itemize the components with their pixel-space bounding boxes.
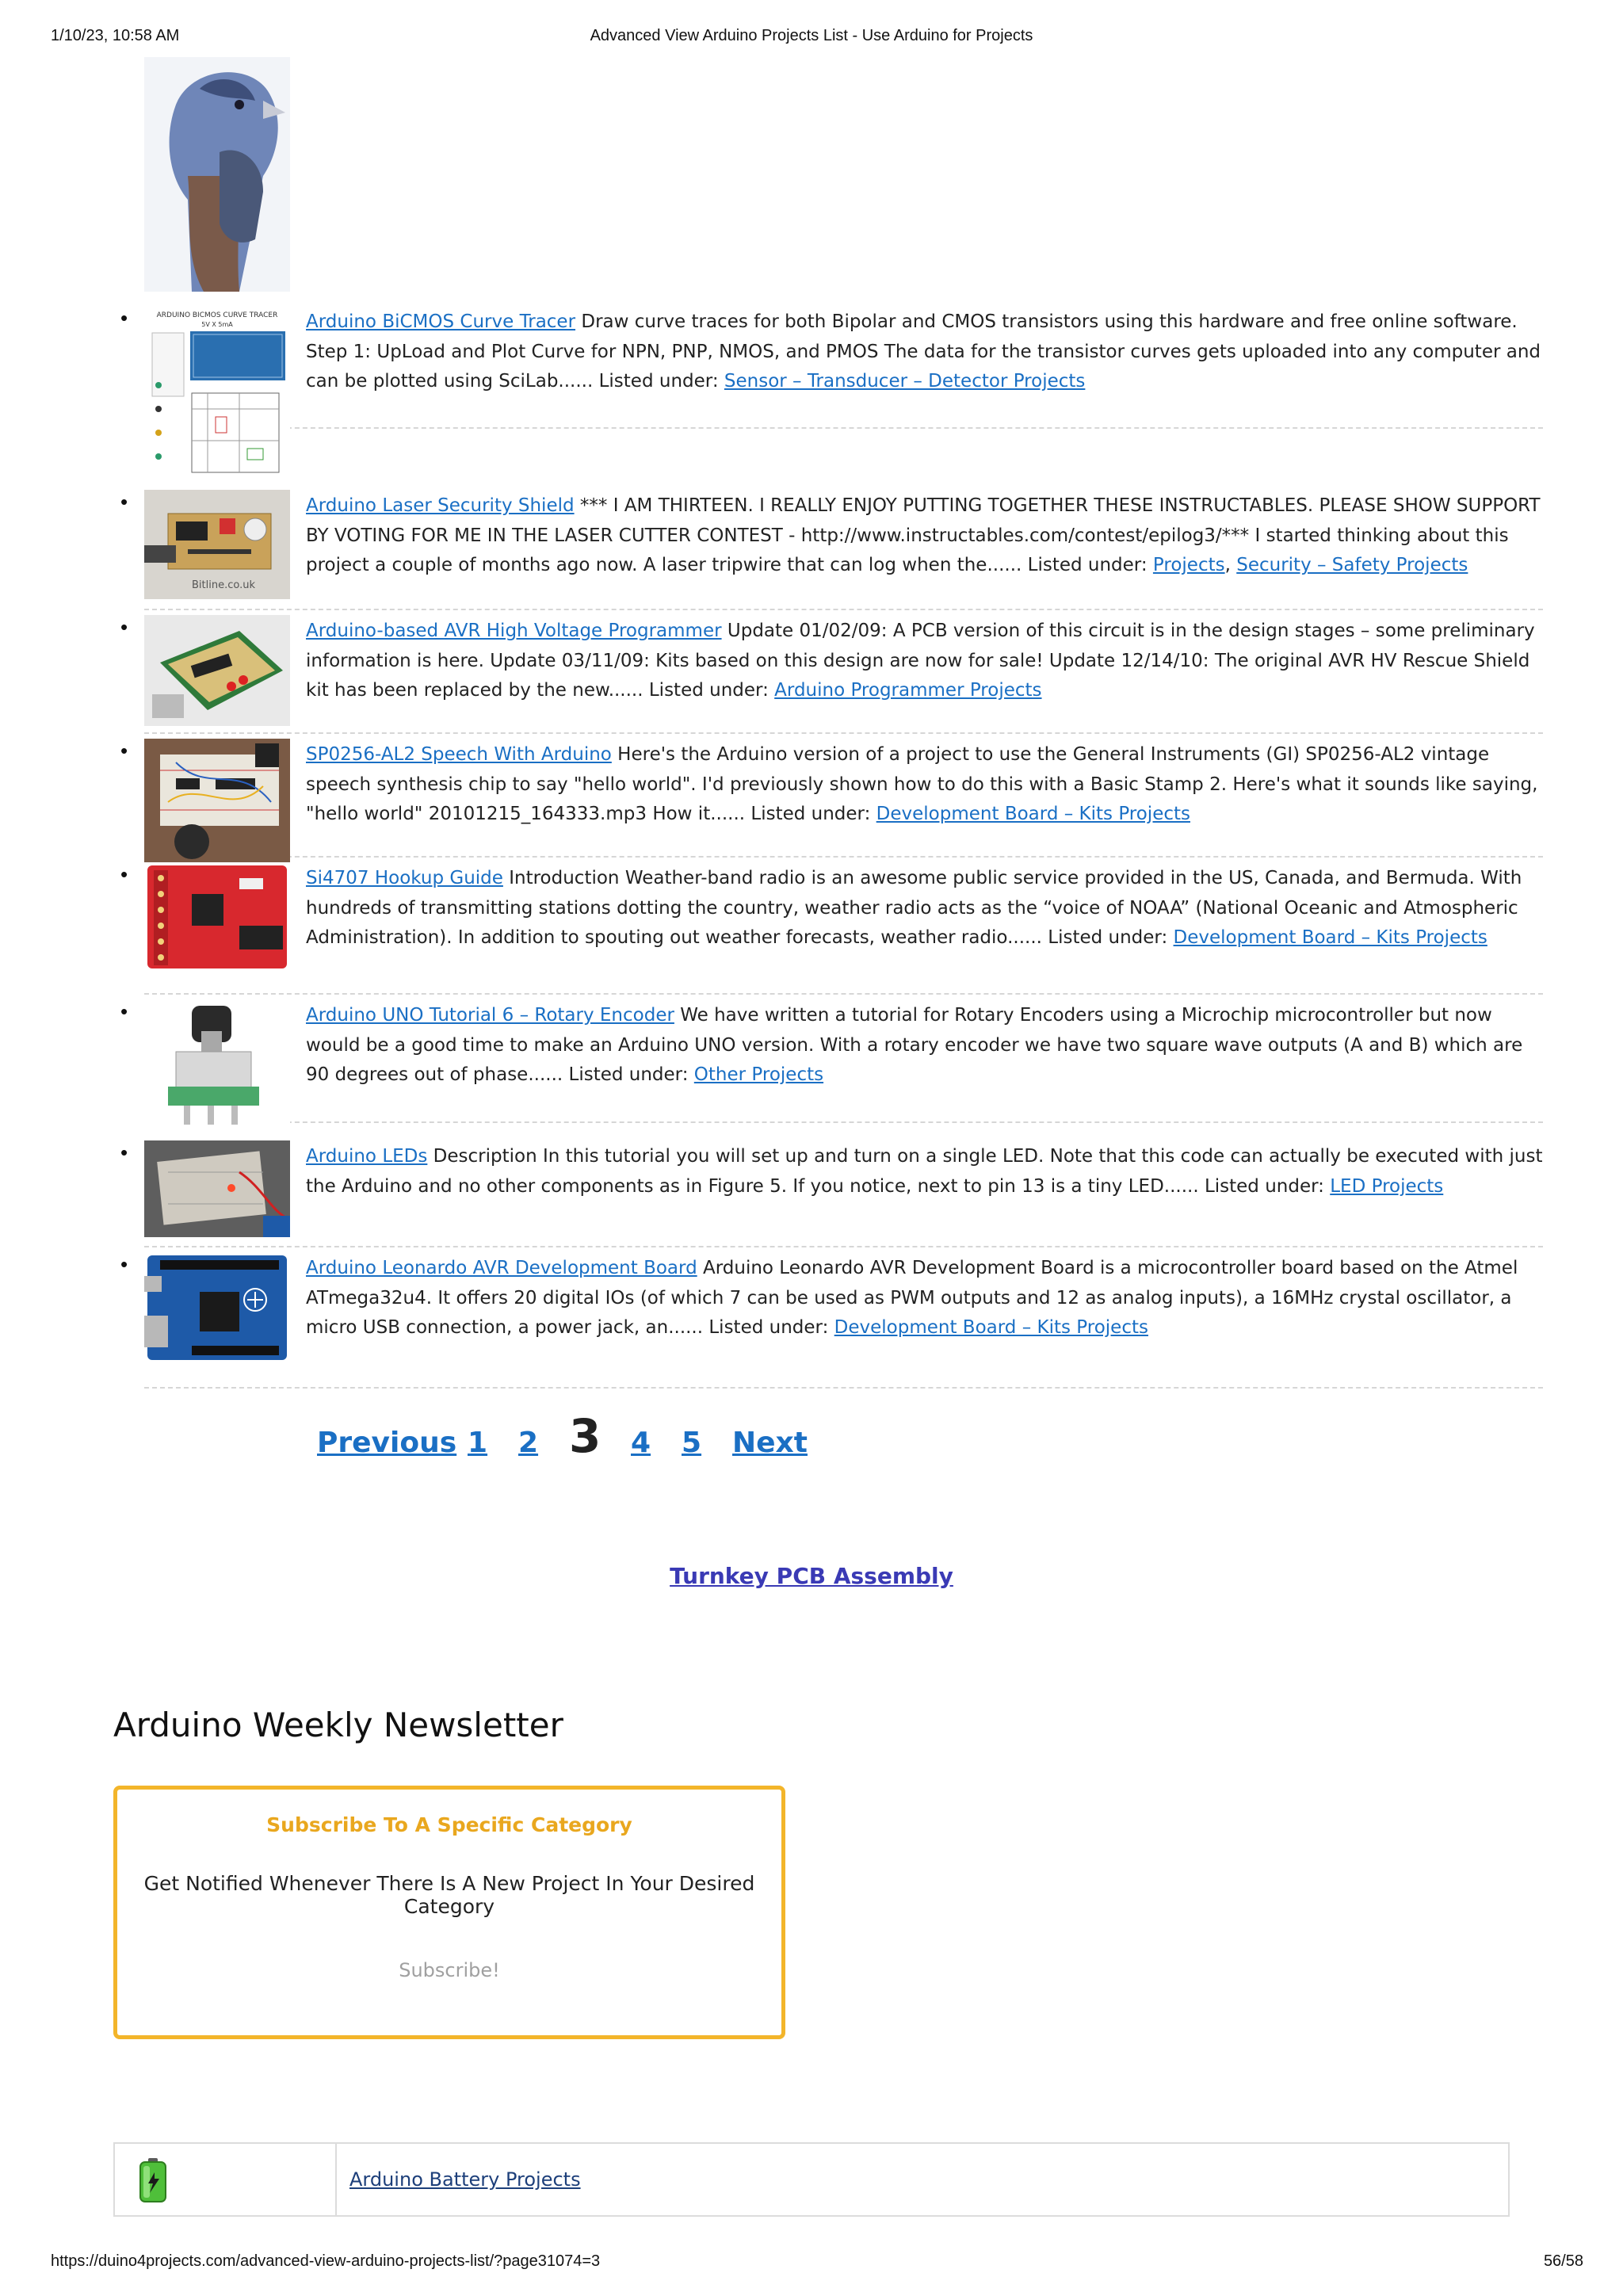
project-excerpt: Introduction Weather-band radio is an awesome public service provided in the US, Canada, and Bermuda. With hundreds of transmitting stations dotting the country, weather radio acts as the “voice of NOAA” (National Oceanic and Atmospheric Administration). In addition to spouting out weather forecasts, weather radio...... Listed under:	[306, 868, 1522, 948]
subscribe-title: Subscribe To A Specific Category	[266, 1813, 632, 1836]
project-title-link[interactable]: SP0256-AL2 Speech With Arduino	[306, 744, 612, 765]
category-icon-cell	[115, 2144, 337, 2215]
project-thumbnail[interactable]	[144, 739, 290, 862]
category-link[interactable]: Development Board – Kits Projects	[876, 804, 1190, 824]
project-description	[290, 858, 1543, 953]
pagination-page-4[interactable]: 4	[631, 1427, 651, 1459]
project-excerpt: *** I AM THIRTEEN. I REALLY ENJOY PUTTING TOGETHER THESE INSTRUCTABLES. PLEASE SHOW SUPPORT BY VOTING FOR ME IN THE LASER CUTTER CONTEST - http://www.instructables.com/contest/epilog3/*** I started thinking about this project a couple of months ago now. A laser tripwire that can log when the...... Listed under:	[306, 495, 1541, 575]
print-datetime: 1/10/23, 10:58 AM	[51, 27, 180, 44]
category-link[interactable]: Arduino Programmer Projects	[774, 680, 1042, 701]
project-item	[120, 734, 1543, 858]
list-bullet: •	[120, 999, 128, 1023]
project-excerpt: Draw curve traces for both Bipolar and CMOS transistors using this hardware and free online software. Step 1: UpLoad and Plot Curve for NPN, PNP, NMOS, and PMOS The data for the transistor curves gets uploaded into any computer and can be plotted using SciLab...... Listed under:	[306, 311, 1541, 392]
avr-programmer-image	[144, 615, 290, 726]
subscribe-button[interactable]: Subscribe!	[399, 1959, 500, 1981]
thumb-caption: Bitline.co.uk	[192, 579, 255, 591]
project-description	[290, 995, 1543, 1091]
print-page-title: Advanced View Arduino Projects List - Use Arduino for Projects	[590, 27, 1033, 44]
list-bullet: •	[120, 615, 128, 639]
pagination-page-5[interactable]: 5	[682, 1427, 702, 1459]
project-title-link[interactable]: Si4707 Hookup Guide	[306, 868, 503, 888]
top-project-image[interactable]	[144, 57, 290, 292]
list-bullet: •	[120, 490, 128, 514]
bird-sculpture-image	[144, 57, 290, 292]
category-link[interactable]: Development Board – Kits Projects	[1173, 927, 1487, 948]
project-thumbnail[interactable]	[144, 862, 290, 973]
print-url: https://duino4projects.com/advanced-view-arduino-projects-list/?page31074=3	[51, 2252, 601, 2270]
print-header	[0, 27, 1623, 51]
project-item	[120, 301, 1543, 429]
category-table-row	[113, 2142, 1510, 2217]
project-description	[290, 734, 1543, 830]
project-title-link[interactable]: Arduino-based AVR High Voltage Programmer	[306, 621, 722, 641]
project-title-link[interactable]: Arduino Leonardo AVR Development Board	[306, 1258, 697, 1278]
project-description	[290, 1247, 1543, 1343]
pagination-page-2[interactable]: 2	[518, 1427, 539, 1459]
project-thumbnail[interactable]	[144, 1140, 290, 1237]
project-excerpt: Update 01/02/09: A PCB version of this circuit is in the design stages – some preliminary information is here. Update 03/11/09: Kits based on this design are now for sale! Update 12/14/10: The original AVR HV Rescue Shield kit has been replaced by the new...... Listed under:	[306, 621, 1535, 701]
project-thumbnail[interactable]	[144, 490, 290, 599]
pagination-next[interactable]: Next	[732, 1427, 808, 1459]
project-excerpt: Here's the Arduino version of a project to use the General Instruments (GI) SP0256-AL2 vintage speech synthesis chip to say "hello world". I'd previously shown how to do this with a Basic Stamp 2. Here's what it sounds like saying, "hello world" 20101215_164333.mp3 How it...... Listed under:	[306, 744, 1538, 824]
thumb-subcaption: 5V X 5mA	[201, 321, 233, 328]
arduino-leonardo-board-image	[144, 1252, 290, 1363]
turnkey-pcb-link[interactable]: Turnkey PCB Assembly	[670, 1563, 953, 1589]
thumb-caption: ARDUINO BICMOS CURVE TRACER	[156, 311, 278, 319]
subscribe-text: Get Notified Whenever There Is A New Project In Your Desired Category	[143, 1872, 755, 1918]
project-description	[290, 610, 1543, 706]
arduino-led-breadboard-image	[144, 1140, 290, 1237]
battery-icon	[137, 2157, 169, 2204]
project-title-link[interactable]: Arduino BiCMOS Curve Tracer	[306, 311, 576, 332]
list-bullet: •	[120, 306, 128, 330]
project-thumbnail[interactable]	[144, 1252, 290, 1363]
project-title-link[interactable]: Arduino LEDs	[306, 1146, 428, 1167]
project-thumbnail[interactable]	[144, 999, 290, 1126]
project-description	[290, 301, 1543, 397]
print-page-number: 56/58	[1543, 2252, 1583, 2270]
project-list	[120, 301, 1543, 1389]
list-bullet: •	[120, 739, 128, 762]
project-item	[120, 995, 1543, 1123]
project-item	[120, 485, 1543, 610]
project-title-link[interactable]: Arduino UNO Tutorial 6 – Rotary Encoder	[306, 1005, 674, 1026]
category-link[interactable]: LED Projects	[1330, 1175, 1444, 1197]
laser-security-shield-image	[144, 490, 290, 599]
category-link[interactable]: Other Projects	[693, 1064, 824, 1085]
pagination-previous[interactable]: Previous	[317, 1427, 457, 1459]
pagination-current-page: 3	[569, 1409, 601, 1463]
project-item	[120, 858, 1543, 995]
list-bullet: •	[120, 1140, 128, 1164]
list-bullet: •	[120, 862, 128, 886]
pagination-page-1[interactable]: 1	[468, 1427, 488, 1459]
project-title-link[interactable]: Arduino Laser Security Shield	[306, 495, 575, 516]
curve-tracer-schematic-image	[144, 306, 290, 488]
speech-breadboard-image	[144, 739, 290, 862]
category-link[interactable]: Projects	[1152, 555, 1225, 575]
category-link[interactable]: Sensor – Transducer – Detector Projects	[724, 371, 1086, 392]
category-link-battery[interactable]: Arduino Battery Projects	[349, 2168, 581, 2191]
subscribe-box	[113, 1786, 785, 2039]
project-excerpt: Arduino Leonardo AVR Development Board is a microcontroller board based on the Atmel ATmega32u4. It offers 20 digital IOs (of which 7 can be used as PWM outputs and 12 as analog inputs), a 16MHz crystal oscillator, a micro USB connection, a power jack, an...... Listed under:	[306, 1258, 1518, 1338]
project-description	[290, 1136, 1543, 1201]
category-link[interactable]: Development Board – Kits Projects	[834, 1317, 1148, 1338]
newsletter-heading: Arduino Weekly Newsletter	[113, 1706, 563, 1744]
project-excerpt: Description In this tutorial you will set up and turn on a single LED. Note that this code can actually be executed with just the Arduino and no other components as in Figure 5. If you notice, next to pin 13 is a tiny LED...... Listed under:	[306, 1146, 1543, 1197]
list-bullet: •	[120, 1252, 128, 1276]
project-item	[120, 610, 1543, 734]
project-thumbnail[interactable]	[144, 615, 290, 726]
project-thumbnail[interactable]	[144, 306, 290, 488]
project-description: Arduino Laser Security Shield *** I AM THIRTEEN. I REALLY ENJOY PUTTING TOGETHER THESE INSTRUCTABLES. PLEASE SHOW SUPPORT BY VOTING FOR ME IN THE LASER CUTTER CONTEST - http://www.instructables.com/contest/epilog3/*** I started thinking about this project a couple of months ago now. A laser tripwire that can log when the...... Listed under: Projects, Security – Safety Projects	[306, 495, 1541, 575]
rotary-encoder-image	[144, 999, 290, 1126]
project-item	[120, 1247, 1543, 1389]
project-excerpt: We have written a tutorial for Rotary Encoders using a Microchip microcontroller but now would be a good time to make an Arduino UNO version. With a rotary encoder we have two square wave outputs (A and B) which are 90 degrees out of phase...... Listed under:	[306, 1005, 1523, 1085]
si4707-breakout-image	[144, 862, 290, 973]
category-link[interactable]: Security – Safety Projects	[1236, 555, 1468, 575]
project-item	[120, 1136, 1543, 1247]
print-footer	[0, 2252, 1623, 2276]
